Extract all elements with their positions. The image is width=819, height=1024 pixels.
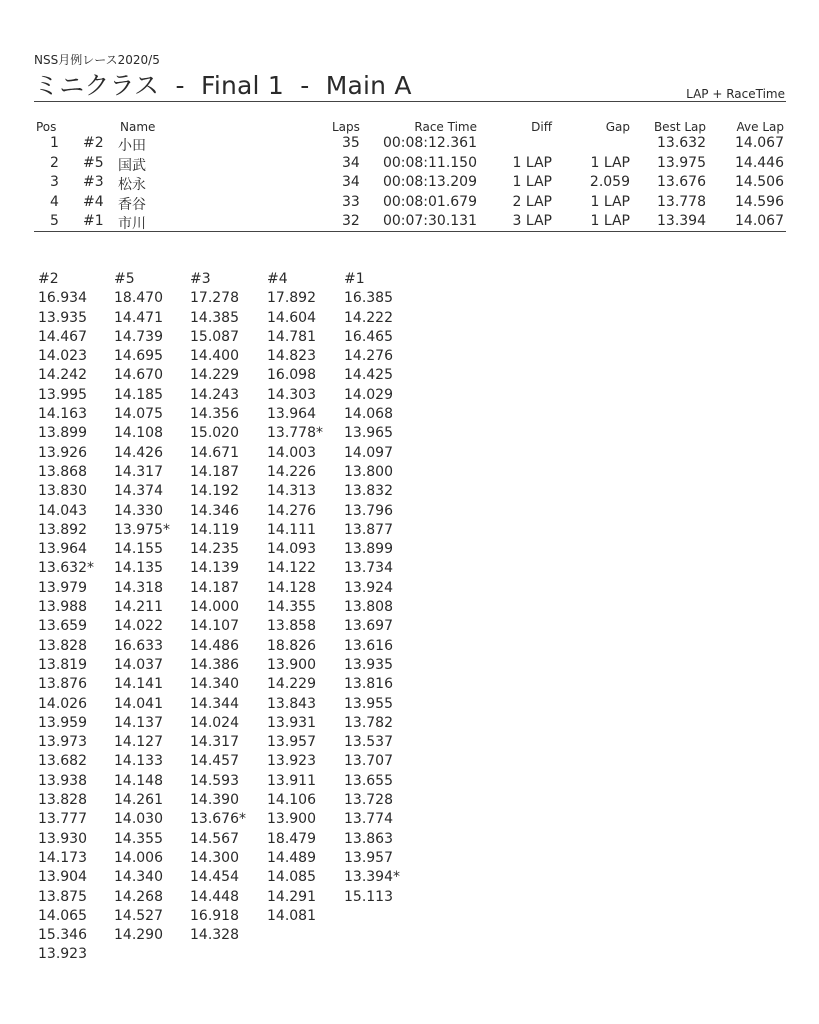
result-ave-lap: 14.446 bbox=[735, 154, 784, 171]
lap-time: 14.030 bbox=[114, 811, 163, 828]
lap-time: 13.892 bbox=[38, 521, 87, 538]
lap-time: 13.843 bbox=[267, 695, 316, 712]
lap-time: 13.777 bbox=[38, 811, 87, 828]
result-best-lap: 13.975 bbox=[657, 154, 706, 171]
lap-time: 13.959 bbox=[38, 714, 87, 731]
lap-time: 14.041 bbox=[114, 695, 163, 712]
lap-time: 18.479 bbox=[267, 830, 316, 847]
lap-time: 14.390 bbox=[190, 792, 239, 809]
lap-time: 14.037 bbox=[114, 656, 163, 673]
lap-time: 14.065 bbox=[38, 907, 87, 924]
lap-column bbox=[38, 270, 110, 965]
col-header-diff: Diff bbox=[531, 120, 552, 134]
lap-time: 14.148 bbox=[114, 772, 163, 789]
lap-time: 13.734 bbox=[344, 560, 393, 577]
lap-time: 14.185 bbox=[114, 386, 163, 403]
lap-time: 14.290 bbox=[114, 927, 163, 944]
lap-time: 13.682 bbox=[38, 753, 87, 770]
col-header-name: Name bbox=[120, 120, 156, 134]
result-ave-lap: 14.067 bbox=[735, 213, 784, 229]
lap-time: 14.127 bbox=[114, 734, 163, 751]
lap-time: 13.965 bbox=[344, 425, 393, 442]
lap-time: 14.097 bbox=[344, 444, 393, 461]
result-pos: 2 bbox=[50, 154, 59, 171]
lap-column-header: #1 bbox=[344, 271, 365, 287]
result-best-lap: 13.632 bbox=[657, 135, 706, 151]
lap-time: 14.226 bbox=[267, 463, 316, 480]
result-laps: 35 bbox=[342, 135, 360, 151]
col-header-race-time: Race Time bbox=[414, 120, 477, 134]
lap-time: 14.386 bbox=[190, 656, 239, 673]
lap-time: 14.670 bbox=[114, 367, 163, 384]
lap-time: 14.318 bbox=[114, 579, 163, 596]
result-driver-name: 国武 bbox=[118, 157, 146, 174]
lap-time: 14.135 bbox=[114, 560, 163, 577]
lap-time: 15.087 bbox=[190, 328, 239, 345]
lap-time: 14.022 bbox=[114, 618, 163, 635]
lap-time: 14.192 bbox=[190, 483, 239, 500]
lap-time: 14.276 bbox=[267, 502, 316, 519]
lap-time: 13.904 bbox=[38, 869, 87, 886]
lap-time: 14.229 bbox=[267, 676, 316, 693]
result-gap: 2.059 bbox=[589, 174, 630, 190]
result-driver-name: 香谷 bbox=[118, 196, 146, 213]
results-divider bbox=[34, 231, 786, 232]
lap-time: 14.567 bbox=[190, 830, 239, 847]
lap-time: 14.108 bbox=[114, 425, 163, 442]
lap-time: 14.187 bbox=[190, 463, 239, 480]
lap-time: 13.868 bbox=[38, 463, 87, 480]
lap-time: 13.931 bbox=[267, 714, 316, 731]
lap-time: 14.173 bbox=[38, 849, 87, 866]
lap-time: 14.023 bbox=[38, 348, 87, 365]
lap-column-header: #2 bbox=[38, 271, 59, 287]
lap-time: 15.346 bbox=[38, 927, 87, 944]
lap-time: 13.957 bbox=[267, 734, 316, 751]
col-header-pos: Pos bbox=[36, 120, 57, 134]
lap-time: 14.139 bbox=[190, 560, 239, 577]
result-gap: 1 LAP bbox=[590, 193, 630, 210]
result-pos: 1 bbox=[50, 135, 59, 151]
lap-time: 14.467 bbox=[38, 328, 87, 345]
lap-time: 14.356 bbox=[190, 406, 239, 423]
lap-time: 13.816 bbox=[344, 676, 393, 693]
lap-time: 14.313 bbox=[267, 483, 316, 500]
lap-time: 14.006 bbox=[114, 849, 163, 866]
result-pos: 4 bbox=[50, 193, 59, 210]
lap-time: 13.875 bbox=[38, 888, 87, 905]
lap-time: 14.235 bbox=[190, 541, 239, 558]
lap-time: 15.113 bbox=[344, 888, 393, 905]
lap-time: 16.385 bbox=[344, 290, 393, 307]
lap-time: 14.276 bbox=[344, 348, 393, 365]
result-car-number: #3 bbox=[83, 174, 104, 190]
lap-time: 14.155 bbox=[114, 541, 163, 558]
result-row bbox=[34, 213, 786, 233]
lap-time: 14.085 bbox=[267, 869, 316, 886]
lap-column bbox=[344, 270, 416, 907]
result-car-number: #5 bbox=[83, 154, 104, 171]
col-header-best-lap: Best Lap bbox=[653, 120, 706, 134]
result-gap: 1 LAP bbox=[590, 213, 630, 229]
page-title: ミニクラス - Final 1 - Main A bbox=[34, 71, 412, 100]
result-car-number: #1 bbox=[83, 213, 104, 229]
lap-time: 14.268 bbox=[114, 888, 163, 905]
lap-time: 13.632* bbox=[38, 560, 94, 577]
result-driver-name: 小田 bbox=[118, 138, 146, 154]
lap-time: 14.344 bbox=[190, 695, 239, 712]
lap-time: 14.739 bbox=[114, 328, 163, 345]
result-laps: 34 bbox=[342, 174, 360, 190]
lap-time: 14.133 bbox=[114, 753, 163, 770]
lap-time: 13.800 bbox=[344, 463, 393, 480]
lap-time: 14.781 bbox=[267, 328, 316, 345]
lap-time: 13.394* bbox=[344, 869, 400, 886]
lap-time: 14.471 bbox=[114, 309, 163, 326]
lap-time: 14.448 bbox=[190, 888, 239, 905]
result-laps: 32 bbox=[342, 213, 360, 229]
lap-time: 14.141 bbox=[114, 676, 163, 693]
result-gap: 1 LAP bbox=[590, 154, 630, 171]
lap-time: 13.707 bbox=[344, 753, 393, 770]
lap-time: 13.995 bbox=[38, 386, 87, 403]
lap-time: 13.899 bbox=[344, 541, 393, 558]
lap-time: 14.137 bbox=[114, 714, 163, 731]
lap-time: 13.975* bbox=[114, 521, 170, 538]
lap-time: 14.604 bbox=[267, 309, 316, 326]
result-ave-lap: 14.067 bbox=[735, 135, 784, 151]
lap-time: 14.243 bbox=[190, 386, 239, 403]
result-diff: 1 LAP bbox=[512, 154, 552, 171]
lap-time: 13.832 bbox=[344, 483, 393, 500]
lap-column-header: #4 bbox=[267, 271, 288, 287]
lap-time: 14.093 bbox=[267, 541, 316, 558]
result-race-time: 00:08:12.361 bbox=[382, 135, 477, 151]
lap-time: 16.934 bbox=[38, 290, 87, 307]
lap-time: 14.107 bbox=[190, 618, 239, 635]
lap-time: 14.163 bbox=[38, 406, 87, 423]
result-race-time: 00:07:30.131 bbox=[382, 213, 477, 229]
lap-time: 14.128 bbox=[267, 579, 316, 596]
lap-time: 13.923 bbox=[38, 946, 87, 963]
lap-time: 14.527 bbox=[114, 907, 163, 924]
result-row bbox=[34, 194, 786, 214]
lap-time: 14.695 bbox=[114, 348, 163, 365]
lap-time: 18.826 bbox=[267, 637, 316, 654]
lap-time: 14.425 bbox=[344, 367, 393, 384]
lap-time: 14.300 bbox=[190, 849, 239, 866]
lap-time: 14.026 bbox=[38, 695, 87, 712]
lap-time: 14.229 bbox=[190, 367, 239, 384]
lap-time: 13.858 bbox=[267, 618, 316, 635]
lap-time: 14.454 bbox=[190, 869, 239, 886]
result-diff: 1 LAP bbox=[512, 174, 552, 190]
lap-time: 14.355 bbox=[114, 830, 163, 847]
lap-time: 13.973 bbox=[38, 734, 87, 751]
page-subtitle: LAP + RaceTime bbox=[686, 87, 785, 101]
lap-time: 15.020 bbox=[190, 425, 239, 442]
lap-time: 13.964 bbox=[38, 541, 87, 558]
lap-time: 14.081 bbox=[267, 907, 316, 924]
lap-time: 16.918 bbox=[190, 907, 239, 924]
result-row bbox=[34, 135, 786, 155]
lap-time: 13.659 bbox=[38, 618, 87, 635]
lap-time: 13.938 bbox=[38, 772, 87, 789]
lap-time: 13.616 bbox=[344, 637, 393, 654]
lap-time: 14.671 bbox=[190, 444, 239, 461]
lap-column-header: #5 bbox=[114, 271, 135, 287]
lap-time: 13.876 bbox=[38, 676, 87, 693]
lap-time: 13.988 bbox=[38, 599, 87, 616]
lap-time: 14.068 bbox=[344, 406, 393, 423]
lap-time: 18.470 bbox=[114, 290, 163, 307]
lap-time: 14.823 bbox=[267, 348, 316, 365]
lap-time: 13.957 bbox=[344, 849, 393, 866]
lap-time: 16.465 bbox=[344, 328, 393, 345]
result-driver-name: 松永 bbox=[118, 177, 146, 193]
lap-time: 14.029 bbox=[344, 386, 393, 403]
lap-time: 14.211 bbox=[114, 599, 163, 616]
lap-time: 14.328 bbox=[190, 927, 239, 944]
lap-time: 14.000 bbox=[190, 599, 239, 616]
lap-time: 14.003 bbox=[267, 444, 316, 461]
result-diff: 2 LAP bbox=[512, 193, 552, 210]
result-car-number: #2 bbox=[83, 135, 104, 151]
lap-time: 13.778* bbox=[267, 425, 323, 442]
lap-time: 13.900 bbox=[267, 811, 316, 828]
result-driver-name: 市川 bbox=[118, 216, 146, 232]
lap-time: 16.633 bbox=[114, 637, 163, 654]
lap-time: 14.242 bbox=[38, 367, 87, 384]
header-divider bbox=[34, 101, 786, 102]
lap-time: 14.374 bbox=[114, 483, 163, 500]
result-diff: 3 LAP bbox=[512, 213, 552, 229]
lap-time: 14.317 bbox=[190, 734, 239, 751]
result-best-lap: 13.778 bbox=[657, 193, 706, 210]
lap-time: 13.979 bbox=[38, 579, 87, 596]
col-header-gap: Gap bbox=[605, 120, 630, 134]
lap-time: 13.899 bbox=[38, 425, 87, 442]
lap-time: 13.819 bbox=[38, 656, 87, 673]
result-car-number: #4 bbox=[83, 193, 104, 210]
lap-time: 14.111 bbox=[267, 521, 316, 538]
lap-time: 13.655 bbox=[344, 772, 393, 789]
lap-time: 13.935 bbox=[344, 656, 393, 673]
col-header-ave-lap: Ave Lap bbox=[736, 120, 784, 134]
lap-time: 13.930 bbox=[38, 830, 87, 847]
lap-time: 14.426 bbox=[114, 444, 163, 461]
result-ave-lap: 14.506 bbox=[735, 174, 784, 190]
lap-time: 14.291 bbox=[267, 888, 316, 905]
lap-column-header: #3 bbox=[190, 271, 211, 287]
result-race-time: 00:08:01.679 bbox=[382, 193, 477, 210]
page-supertitle: NSS月例レース2020/5 bbox=[34, 53, 160, 67]
lap-column bbox=[190, 270, 262, 945]
results-body bbox=[34, 135, 786, 233]
lap-column bbox=[267, 270, 339, 926]
result-best-lap: 13.394 bbox=[657, 213, 706, 229]
lap-time: 13.830 bbox=[38, 483, 87, 500]
result-pos: 3 bbox=[50, 174, 59, 190]
results-header-row bbox=[34, 120, 786, 135]
lap-time: 13.900 bbox=[267, 656, 316, 673]
lap-time: 14.024 bbox=[190, 714, 239, 731]
lap-time: 14.486 bbox=[190, 637, 239, 654]
col-header-laps: Laps bbox=[332, 120, 360, 134]
lap-time: 14.400 bbox=[190, 348, 239, 365]
lap-time: 13.774 bbox=[344, 811, 393, 828]
lap-time: 13.697 bbox=[344, 618, 393, 635]
lap-time: 13.923 bbox=[267, 753, 316, 770]
lap-time: 13.728 bbox=[344, 792, 393, 809]
lap-time: 13.935 bbox=[38, 309, 87, 326]
lap-time: 14.043 bbox=[38, 502, 87, 519]
lap-time: 14.457 bbox=[190, 753, 239, 770]
result-race-time: 00:08:11.150 bbox=[382, 154, 477, 171]
lap-time: 14.106 bbox=[267, 792, 316, 809]
lap-time: 13.955 bbox=[344, 695, 393, 712]
lap-time: 14.119 bbox=[190, 521, 239, 538]
lap-time: 14.222 bbox=[344, 309, 393, 326]
lap-time: 13.676* bbox=[190, 811, 246, 828]
lap-time: 13.537 bbox=[344, 734, 393, 751]
lap-time: 13.924 bbox=[344, 579, 393, 596]
result-best-lap: 13.676 bbox=[657, 174, 706, 190]
lap-time: 13.828 bbox=[38, 792, 87, 809]
lap-time: 17.892 bbox=[267, 290, 316, 307]
lap-time: 14.261 bbox=[114, 792, 163, 809]
lap-time: 14.593 bbox=[190, 772, 239, 789]
result-laps: 34 bbox=[342, 154, 360, 171]
lap-time: 14.187 bbox=[190, 579, 239, 596]
lap-column bbox=[114, 270, 186, 945]
lap-time: 14.075 bbox=[114, 406, 163, 423]
lap-time: 13.782 bbox=[344, 714, 393, 731]
result-row bbox=[34, 174, 786, 194]
lap-time: 13.911 bbox=[267, 772, 316, 789]
lap-time: 14.355 bbox=[267, 599, 316, 616]
lap-time: 14.340 bbox=[190, 676, 239, 693]
lap-time: 13.863 bbox=[344, 830, 393, 847]
result-row bbox=[34, 155, 786, 175]
lap-time: 13.828 bbox=[38, 637, 87, 654]
lap-time: 14.385 bbox=[190, 309, 239, 326]
results-table bbox=[34, 120, 786, 233]
lap-time: 13.877 bbox=[344, 521, 393, 538]
lap-time: 16.098 bbox=[267, 367, 316, 384]
lap-time: 14.346 bbox=[190, 502, 239, 519]
result-race-time: 00:08:13.209 bbox=[382, 174, 477, 190]
result-ave-lap: 14.596 bbox=[735, 193, 784, 210]
lap-time: 13.796 bbox=[344, 502, 393, 519]
lap-time: 14.330 bbox=[114, 502, 163, 519]
lap-time: 13.964 bbox=[267, 406, 316, 423]
lap-time: 13.808 bbox=[344, 599, 393, 616]
lap-time: 14.122 bbox=[267, 560, 316, 577]
result-laps: 33 bbox=[342, 193, 360, 210]
lap-time: 14.303 bbox=[267, 386, 316, 403]
lap-time: 17.278 bbox=[190, 290, 239, 307]
lap-time: 14.489 bbox=[267, 849, 316, 866]
lap-time: 14.340 bbox=[114, 869, 163, 886]
lap-time: 13.926 bbox=[38, 444, 87, 461]
result-pos: 5 bbox=[50, 213, 59, 229]
lap-time: 14.317 bbox=[114, 463, 163, 480]
